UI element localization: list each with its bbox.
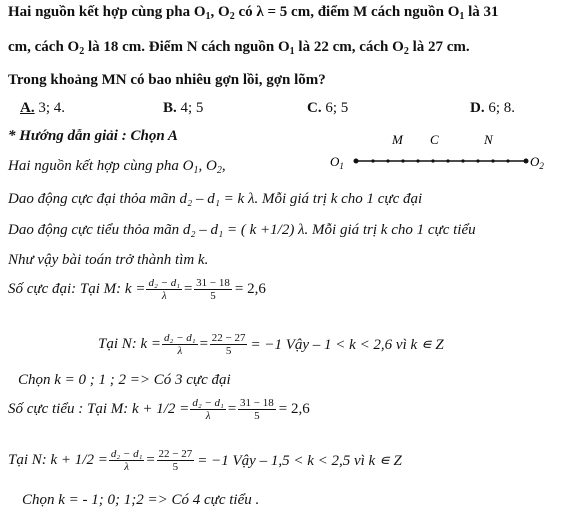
label-o1: $O_1$: [330, 154, 344, 171]
label-o2: $O_2$: [530, 154, 544, 171]
s-text: = −1 Vậy – 1 < k < 2,6 vì k ∊ Z: [250, 337, 444, 353]
s-sub: 1: [193, 165, 199, 176]
point-o1: [354, 159, 359, 164]
option-label: D.: [470, 100, 485, 116]
s-eq: =: [198, 336, 209, 352]
dot: [476, 159, 479, 162]
option-b[interactable]: [163, 100, 203, 117]
q-text: Hai nguồn kết hợp cùng pha O: [8, 4, 206, 20]
fraction-value: $\frac{22 - 27}{5}$: [158, 448, 193, 473]
option-a[interactable]: [20, 100, 65, 117]
option-label: A.: [20, 100, 35, 116]
q-text: cm, cách O: [8, 39, 80, 55]
s-text: Tại N: k =: [98, 336, 162, 352]
label-m: M: [392, 132, 403, 147]
option-text: 4; 5: [176, 100, 204, 116]
s-text: = −1 Vậy – 1,5 < k < 2,5 vì k ∊ Z: [197, 453, 402, 469]
question-line-1: [8, 4, 499, 21]
dot: [386, 159, 389, 162]
fraction-d: $\frac{\text{d₂ − d₁}}{\lambda}$: [192, 397, 224, 422]
option-label: C.: [307, 100, 322, 116]
q-text: là 31: [464, 4, 499, 20]
dot: [401, 159, 404, 162]
fraction-d: $\frac{\text{d₂ − d₁}}{\lambda}$: [148, 277, 181, 302]
fraction-value: $\frac{22 - 27}{5}$: [211, 332, 246, 357]
q-sub: 2: [79, 46, 85, 57]
s-text: , O: [198, 158, 217, 174]
min-at-n: [8, 448, 402, 473]
dot: [506, 159, 509, 162]
s-sub: 2: [216, 165, 222, 176]
s-eq: =: [226, 401, 238, 417]
label-n: N: [484, 132, 493, 147]
max-at-n: [98, 332, 444, 357]
dot: [446, 159, 449, 162]
option-label: B.: [163, 100, 177, 116]
q-sub: 1: [459, 11, 465, 22]
max-at-m: [8, 277, 266, 302]
s-text: = 2,6: [278, 401, 310, 417]
solution-line-2: Dao động cực đại thỏa mãn d₂ – d₁ = k λ. Mỗi giá trị k cho 1 cực đại: [8, 191, 423, 207]
option-text: 3; 4.: [34, 100, 66, 116]
dot: [461, 159, 464, 162]
min-at-m: [8, 397, 310, 422]
solution-line-4: Như vậy bài toán trở thành tìm k.: [8, 252, 209, 268]
point-o2: [524, 159, 529, 164]
s-text: Số cực tiểu : Tại M: k + 1/2 =: [8, 401, 190, 417]
s-text: Hai nguồn kết hợp cùng pha O: [8, 158, 194, 174]
q-text: , O: [210, 4, 230, 20]
fraction-d: $\frac{\text{d₂ − d₁}}{\lambda}$: [110, 448, 143, 473]
dot: [416, 159, 419, 162]
question-line-3: Trong khoảng MN có bao nhiêu gợn lồi, gợn lõm?: [8, 72, 326, 88]
q-sub: 1: [205, 11, 211, 22]
question-line-2: [8, 39, 470, 56]
option-d[interactable]: [470, 100, 515, 117]
fraction-d: $\frac{\text{d₂ − d₁}}{\lambda}$: [164, 332, 196, 357]
q-sub: 1: [289, 46, 295, 57]
solution-line-3: Dao động cực tiểu thỏa mãn d₂ – d₁ = ( k +1/2) λ. Mỗi giá trị k cho 1 cực tiểu: [8, 222, 476, 238]
s-text: ,: [221, 158, 226, 174]
q-text: có λ = 5 cm, điểm M cách nguồn O: [234, 4, 460, 20]
q-text: là 18 cm. Điểm N cách nguồn O: [84, 39, 290, 55]
solution-header: * Hướng dẫn giải : Chọn A: [8, 128, 178, 144]
fraction-value: $\frac{31 - 18}{5}$: [240, 397, 274, 422]
s-text: Số cực đại: Tại M: k =: [8, 281, 146, 297]
s-text: = 2,6: [234, 281, 266, 297]
q-text: là 27 cm.: [408, 39, 470, 55]
label-c: C: [430, 132, 439, 147]
solution-line-1: [8, 158, 226, 175]
option-c[interactable]: [307, 100, 348, 117]
option-text: 6; 5: [321, 100, 349, 116]
dot: [431, 159, 434, 162]
q-text: là 22 cm, cách O: [294, 39, 404, 55]
s-text: Tại N: k + 1/2 =: [8, 452, 108, 468]
choose-max: Chọn k = 0 ; 1 ; 2 => Có 3 cực đại: [18, 372, 231, 388]
s-eq: =: [145, 452, 156, 468]
fraction-value: $\frac{31 - 18}{5}$: [196, 277, 230, 302]
choose-min: Chọn k = - 1; 0; 1;2 => Có 4 cực tiểu .: [22, 492, 260, 508]
option-text: 6; 8.: [484, 100, 516, 116]
q-sub: 2: [229, 11, 235, 22]
s-eq: =: [183, 281, 194, 297]
dot: [491, 159, 494, 162]
line-diagram: [328, 128, 558, 178]
q-sub: 2: [403, 46, 409, 57]
dot: [371, 159, 374, 162]
